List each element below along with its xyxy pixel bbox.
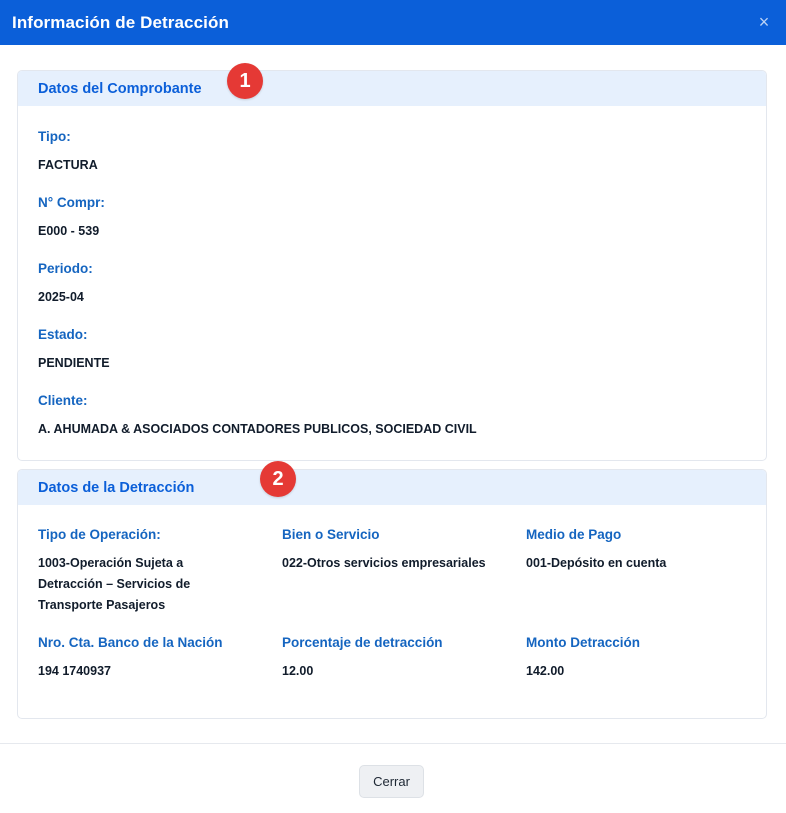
bien-servicio-value: 022-Otros servicios empresariales xyxy=(282,556,486,570)
close-icon[interactable]: × xyxy=(758,12,770,32)
detraccion-card-header xyxy=(18,470,766,505)
step-badge-1: 1 xyxy=(227,63,263,99)
medio-pago-value: 001-Depósito en cuenta xyxy=(526,556,667,570)
bien-servicio-label: Bien o Servicio xyxy=(282,527,380,542)
tipo-operacion-label: Tipo de Operación: xyxy=(38,527,161,542)
cliente-label: Cliente: xyxy=(38,393,88,408)
step-badge-2: 2 xyxy=(260,461,296,497)
modal-header xyxy=(0,0,786,45)
monto-value: 142.00 xyxy=(526,664,565,678)
comprobante-card-title: Datos del Comprobante xyxy=(38,80,202,97)
detraccion-card-title: Datos de la Detracción xyxy=(38,479,195,496)
medio-pago-label: Medio de Pago xyxy=(526,527,622,542)
monto-label: Monto Detracción xyxy=(526,635,641,650)
periodo-value: 2025-04 xyxy=(38,290,84,304)
cuenta-banco-label: Nro. Cta. Banco de la Nación xyxy=(38,635,223,650)
estado-label: Estado: xyxy=(38,327,88,342)
modal-title: Información de Detracción xyxy=(12,12,229,32)
periodo-label: Periodo: xyxy=(38,261,93,276)
numero-comprobante-label: N° Compr: xyxy=(38,195,105,210)
numero-comprobante-value: E000 - 539 xyxy=(38,224,100,238)
tipo-label: Tipo: xyxy=(38,129,71,144)
footer-divider xyxy=(0,743,786,744)
cliente-value: A. AHUMADA & ASOCIADOS CONTADORES PUBLICOS, SOCIEDAD CIVIL xyxy=(38,422,477,436)
tipo-operacion-value: 1003-Operación Sujeta a Detracción – Servicios de Transporte Pasajeros xyxy=(38,556,191,612)
porcentaje-value: 12.00 xyxy=(282,664,314,678)
porcentaje-label: Porcentaje de detracción xyxy=(282,635,443,650)
cuenta-banco-value: 194 1740937 xyxy=(38,664,111,678)
comprobante-card xyxy=(17,70,767,461)
tipo-value: FACTURA xyxy=(38,158,98,172)
estado-value: PENDIENTE xyxy=(38,356,110,370)
comprobante-card-header xyxy=(18,71,766,106)
close-button[interactable]: Cerrar xyxy=(359,765,424,798)
